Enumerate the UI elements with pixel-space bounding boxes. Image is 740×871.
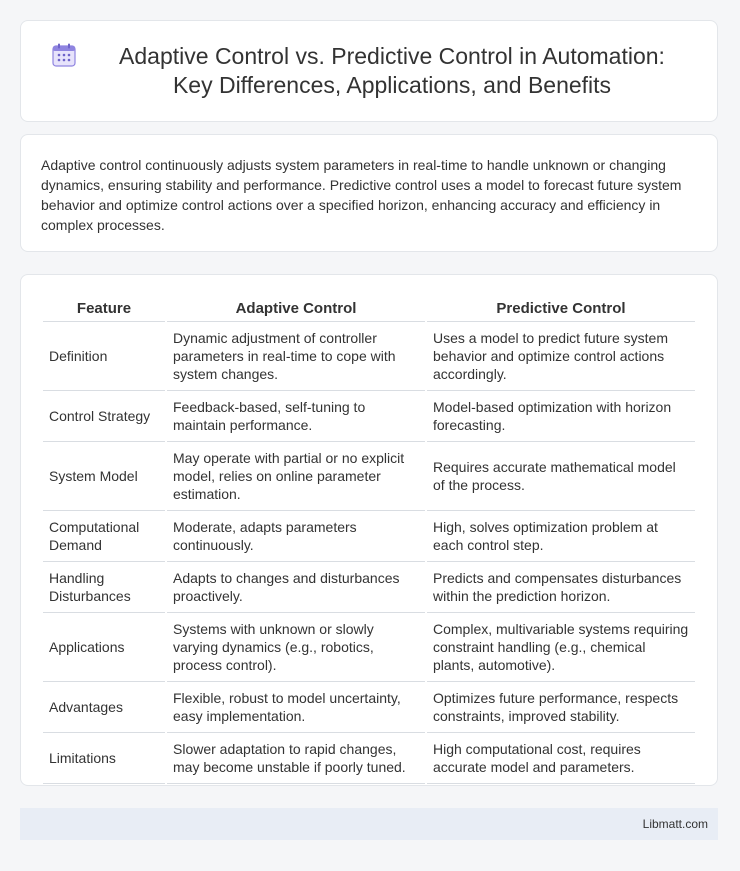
table-row	[43, 322, 695, 391]
intro-card	[20, 134, 718, 252]
feature-cell: System Model	[43, 442, 165, 511]
feature-cell: Definition	[43, 322, 165, 391]
table-row	[43, 562, 695, 613]
adaptive-cell: Flexible, robust to model uncertainty, easy implementation.	[167, 682, 425, 733]
predictive-cell: Model-based optimization with horizon forecasting.	[427, 391, 695, 442]
header-card	[20, 20, 718, 122]
comparison-card	[20, 274, 718, 786]
table-row	[43, 682, 695, 733]
footer	[20, 808, 718, 840]
predictive-cell: High computational cost, requires accurate model and parameters.	[427, 733, 695, 784]
adaptive-cell: Feedback-based, self-tuning to maintain performance.	[167, 391, 425, 442]
page-title: Adaptive Control vs. Predictive Control in Automation: Key Differences, Applications, and Benefits	[119, 43, 665, 98]
predictive-cell: High, solves optimization problem at each control step.	[427, 511, 695, 562]
feature-cell: Limitations	[43, 733, 165, 784]
adaptive-cell: Adapts to changes and disturbances proactively.	[167, 562, 425, 613]
feature-cell: Handling Disturbances	[43, 562, 165, 613]
adaptive-cell: Moderate, adapts parameters continuously.	[167, 511, 425, 562]
predictive-cell: Requires accurate mathematical model of the process.	[427, 442, 695, 511]
predictive-cell: Complex, multivariable systems requiring constraint handling (e.g., chemical plants, automotive).	[427, 613, 695, 682]
adaptive-cell: Dynamic adjustment of controller parameters in real-time to cope with system changes.	[167, 322, 425, 391]
header-predictive: Predictive Control	[427, 293, 695, 322]
predictive-cell: Optimizes future performance, respects constraints, improved stability.	[427, 682, 695, 733]
footer-brand-link[interactable]: Libmatt.com	[642, 817, 708, 831]
feature-cell: Advantages	[43, 682, 165, 733]
feature-cell: Applications	[43, 613, 165, 682]
intro-paragraph: Adaptive control continuously adjusts system parameters in real-time to handle unknown or changing dynamics, ensuring stability and performance. Predictive control uses a model to forecast future system behavior and optimize control actions over a specified horizon, enhancing accuracy and efficiency in complex processes.	[41, 157, 682, 233]
predictive-cell: Uses a model to predict future system behavior and optimize control actions accordingly.	[427, 322, 695, 391]
table-row	[43, 613, 695, 682]
calendar-grid-icon	[51, 42, 77, 68]
table-row	[43, 391, 695, 442]
table-row	[43, 733, 695, 784]
title-wrap	[51, 42, 687, 100]
adaptive-cell: May operate with partial or no explicit model, relies on online parameter estimation.	[167, 442, 425, 511]
feature-cell: Computational Demand	[43, 511, 165, 562]
adaptive-cell: Systems with unknown or slowly varying dynamics (e.g., robotics, process control).	[167, 613, 425, 682]
comparison-table	[41, 293, 697, 784]
adaptive-cell: Slower adaptation to rapid changes, may become unstable if poorly tuned.	[167, 733, 425, 784]
feature-cell: Control Strategy	[43, 391, 165, 442]
predictive-cell: Predicts and compensates disturbances within the prediction horizon.	[427, 562, 695, 613]
header-feature: Feature	[43, 293, 165, 322]
table-header-row	[43, 293, 695, 322]
table-row	[43, 511, 695, 562]
header-adaptive: Adaptive Control	[167, 293, 425, 322]
table-row	[43, 442, 695, 511]
